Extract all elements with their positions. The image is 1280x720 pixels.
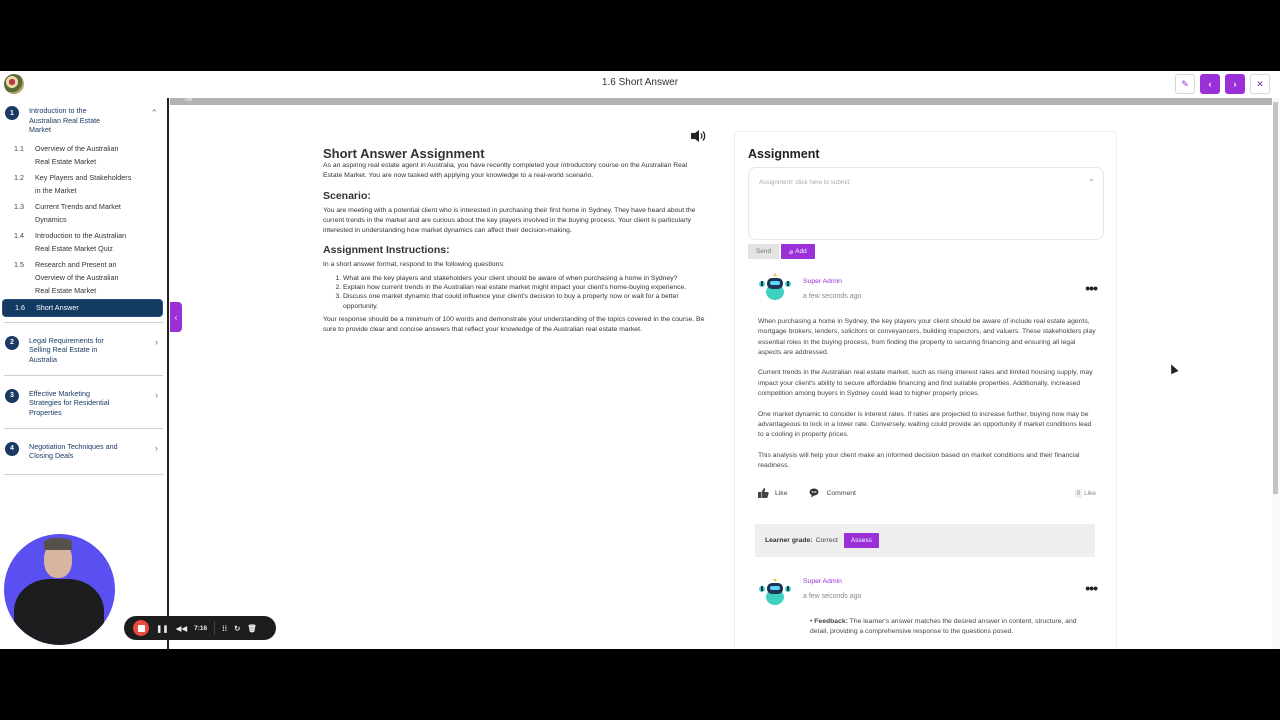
stop-icon	[138, 625, 145, 632]
module-2[interactable]	[4, 323, 163, 376]
add-attachment-button[interactable]	[781, 244, 815, 259]
lesson-number: 1.4	[14, 231, 24, 240]
lesson-number: 1.5	[14, 260, 24, 269]
collapse-sidebar-button[interactable]	[170, 302, 182, 332]
course-progress-bar	[170, 98, 1272, 105]
answer-paragraph: Current trends in the Australian real estate market, such as rising interest rates and limited housing supply, may impact your client's ability to secure affordable financing and find suitable properties. Additionally, increased competition among buyers in Sydney could lead to higher property prices.	[758, 369, 1093, 398]
presenter-body	[14, 579, 104, 645]
module-number-badge: 1	[5, 106, 19, 120]
chevron-left-icon: ‹	[1208, 79, 1212, 89]
like-count	[1075, 490, 1096, 497]
module-4-header[interactable]	[4, 429, 163, 461]
lesson-number: 1.1	[14, 144, 24, 153]
submission-answer	[758, 317, 1098, 482]
lesson-title: Overview of the Australian Real Estate Market	[35, 144, 119, 166]
more-options-icon[interactable]: •••	[1085, 280, 1097, 296]
close-button[interactable]	[1250, 74, 1270, 94]
page-title: 1.6 Short Answer	[601, 77, 679, 88]
question-item: 3. Discuss one market dynamic that could influence your client's decision to buy a property now or wait for a better opportunity.	[343, 292, 708, 311]
assess-button[interactable]: Assess	[844, 533, 879, 548]
divider	[214, 621, 215, 635]
scrollbar-thumb[interactable]	[1273, 102, 1278, 494]
speaker-icon[interactable]	[690, 129, 708, 143]
comment-button[interactable]	[809, 488, 855, 498]
robot-avatar-icon	[758, 272, 792, 302]
feedback-body: The learner's answer matches the desired answer in content, structure, and detail, providing a comprehensive response to the questions posed.	[810, 618, 1077, 636]
post-timestamp: a few seconds ago	[803, 593, 862, 600]
instructions-intro: In a short answer format, respond to the following questions:	[323, 261, 505, 269]
grade-value: Correct	[815, 537, 838, 544]
lesson-number: 1.6	[15, 303, 25, 312]
delete-icon[interactable]: 🗑	[247, 623, 257, 633]
closing-paragraph: Your response should be a minimum of 100 words and demonstrate your understanding of the topics covered in the course. Be sure to provide clear and concise answers that reflect your knowledge of the Australian real estate market.	[323, 315, 705, 334]
post-timestamp: a few seconds ago	[803, 293, 862, 300]
learner-grade-bar	[755, 524, 1095, 557]
scenario-paragraph: You are meeting with a potential client who is interested in purchasing their first home in Sydney. They have heard about the current trends in the market and are curious about the key players involved in the buying process. Your client is particularly interested in understanding how market dynamics can affect their decision-making.	[323, 206, 696, 235]
add-label: Add	[795, 248, 807, 255]
sidebar-lesson-1-6-active[interactable]	[2, 299, 163, 317]
like-count-value: 0	[1076, 489, 1081, 497]
like-button[interactable]	[758, 488, 787, 498]
assignment-submission-input[interactable]	[748, 167, 1104, 240]
webcam-overlay	[4, 534, 115, 645]
intro-paragraph: As an aspiring real estate agent in Australia, you have recently completed your introductory course on the Australian Real Estate Market. You are now tasked with applying your knowledge to a real-world scenario.	[323, 162, 688, 180]
next-lesson-button[interactable]	[1225, 74, 1245, 94]
chevron-right-icon[interactable]: ›	[155, 389, 158, 400]
comment-icon	[809, 488, 820, 498]
post-author[interactable]: Super Admin	[803, 578, 842, 585]
sidebar-lesson-1-1[interactable]	[4, 141, 163, 170]
sidebar-lesson-1-5[interactable]	[4, 257, 163, 299]
chevron-right-icon[interactable]: ›	[155, 336, 158, 347]
stop-recording-button[interactable]	[133, 620, 149, 636]
lesson-title: Research and Present an Overview of the Australian Real Estate Market	[35, 260, 119, 295]
lesson-number: 1.3	[14, 202, 24, 211]
feedback-post	[755, 572, 1100, 649]
module-title: Effective Marketing Strategies for Residential Properties	[29, 388, 110, 417]
presenter-hair	[44, 538, 72, 550]
chevron-down-icon[interactable]: ⌄	[1088, 174, 1095, 183]
sidebar-lesson-1-4[interactable]	[4, 228, 163, 257]
module-title: Legal Requirements for Selling Real Estate in Australia	[29, 335, 104, 364]
question-item: 1. What are the key players and stakeholders your client should be aware of when purchasing a home in Sydney?	[343, 274, 708, 283]
rewind-icon[interactable]: ◀◀	[175, 623, 188, 633]
module-title: Introduction to the Australian Real Estate Market	[29, 106, 101, 134]
module-title: Negotiation Techniques and Closing Deals	[29, 441, 118, 460]
post-author[interactable]: Super Admin	[803, 278, 842, 285]
like-label: Like	[775, 489, 788, 497]
progress-label: 0%	[185, 97, 193, 103]
mouse-cursor	[1167, 363, 1178, 375]
edit-icon: ✎	[1181, 78, 1189, 89]
screen-recorder-toolbar	[124, 616, 276, 640]
module-number-badge: 3	[5, 389, 19, 403]
lesson-content	[323, 146, 708, 336]
assignment-title: Short Answer Assignment	[323, 146, 485, 161]
instructions-heading: Assignment Instructions:	[323, 244, 450, 257]
like-count-label: Like	[1084, 489, 1096, 497]
chevron-right-icon: ›	[1233, 79, 1237, 89]
comment-label: Comment	[826, 489, 856, 497]
pause-icon[interactable]: ❚❚	[156, 623, 169, 633]
question-item: 2. Explain how current trends in the Australian real estate market might impact your client's home-buying experience.	[343, 283, 708, 292]
post-actions	[758, 488, 1096, 498]
recording-time: 7:16	[194, 624, 208, 632]
header-bar	[0, 71, 1280, 98]
answer-paragraph: This analysis will help your client make an informed decision based on market conditions and their financial readiness.	[758, 451, 1080, 470]
answer-paragraph: One market dynamic to consider is interest rates. If rates are projected to increase further, buying now may be advantageous to lock in a lower rate. Conversely, waiting could provide an opportunity if market conditions lead to a cooling in property prices.	[758, 410, 1092, 439]
module-number-badge: 2	[5, 336, 19, 350]
lesson-title: Key Players and Stakeholders in the Market	[35, 173, 132, 195]
paperclip-icon: ⌀	[789, 248, 794, 256]
grade-label: Learner grade:	[765, 537, 813, 544]
submission-placeholder: Assignment: click here to submit.	[759, 179, 852, 186]
close-icon: ✕	[1256, 78, 1264, 89]
edit-button[interactable]	[1175, 74, 1195, 94]
grid-icon[interactable]: ⁞⁞	[222, 623, 228, 633]
module-1	[4, 98, 163, 323]
sidebar-lesson-1-2[interactable]	[4, 170, 163, 199]
chevron-up-icon[interactable]: ⌃	[150, 108, 158, 118]
lesson-number: 1.2	[14, 173, 24, 182]
send-button[interactable]: Send	[748, 244, 779, 259]
feedback-text: • Feedback: The learner's answer matches the desired answer in content, structure, and detail, providing a comprehensive response to the questions posed.	[810, 618, 1077, 636]
module-number-badge: 4	[5, 442, 19, 456]
header-actions	[1175, 74, 1270, 94]
assignment-panel	[734, 131, 1117, 649]
scenario-heading: Scenario:	[323, 189, 371, 202]
robot-avatar-icon	[758, 577, 792, 607]
answer-paragraph: When purchasing a home in Sydney, the key players your client should be aware of include real estate agents, mortgage brokers, lenders, solicitors or conveyancers, building inspectors, and valuers. These stakeholders play essential roles in the buying process, from finding the property to securing financing and ensuring all legal aspects are addressed.	[758, 318, 1096, 356]
lesson-title: Current Trends and Market Dynamics	[35, 202, 121, 224]
module-3[interactable]	[4, 376, 163, 429]
previous-lesson-button[interactable]	[1200, 74, 1220, 94]
module-3-header[interactable]	[4, 376, 163, 418]
submission-post	[755, 272, 1100, 470]
feedback-label: Feedback:	[814, 618, 848, 625]
chevron-left-icon: ‹	[174, 312, 178, 322]
lesson-title: Introduction to the Australian Real Estate Market Quiz	[35, 231, 127, 253]
questions-list	[343, 274, 708, 311]
assignment-panel-title: Assignment	[748, 147, 820, 161]
lesson-title: Short Answer	[36, 303, 79, 312]
page-scrollbar[interactable]	[1272, 98, 1280, 649]
thumbs-up-icon	[758, 488, 769, 498]
module-1-header[interactable]	[4, 98, 163, 135]
lms-window	[0, 71, 1280, 649]
module-2-header[interactable]	[4, 323, 163, 365]
module-4[interactable]	[4, 429, 163, 475]
chevron-right-icon[interactable]: ›	[155, 442, 158, 453]
restart-icon[interactable]: ↻	[234, 623, 241, 633]
more-options-icon[interactable]: •••	[1085, 580, 1097, 596]
sidebar-lesson-1-3[interactable]	[4, 199, 163, 228]
